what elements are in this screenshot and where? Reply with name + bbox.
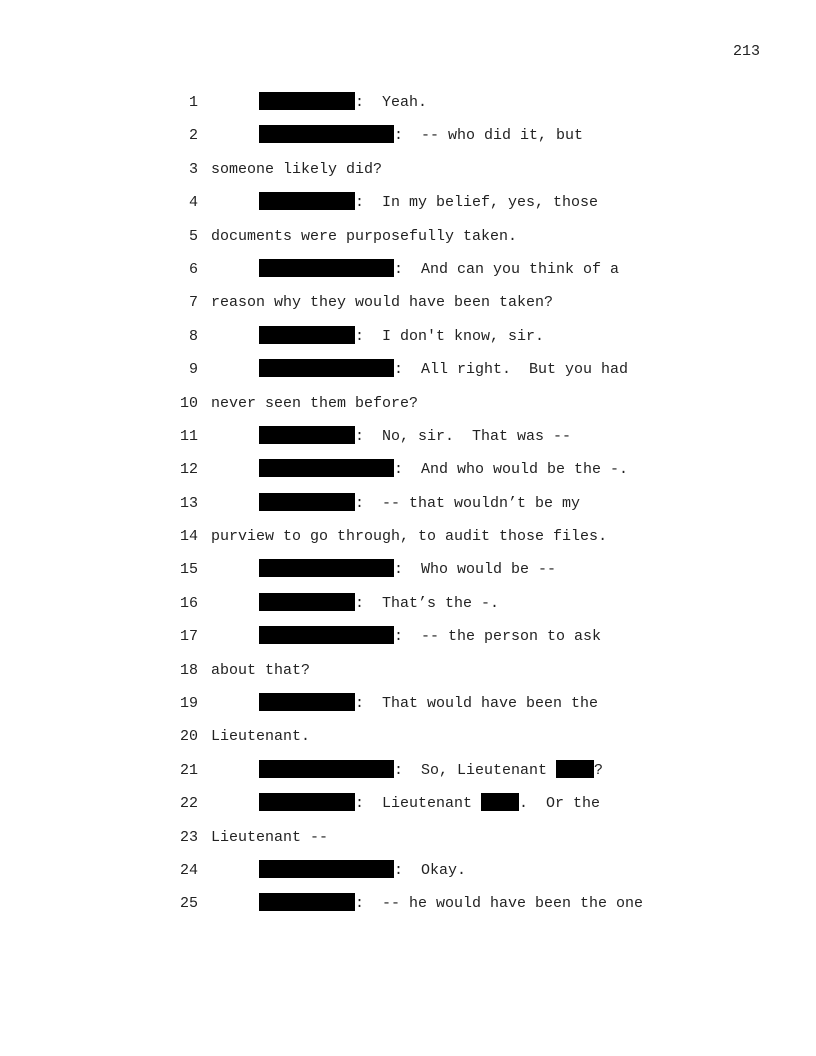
line-content: never seen them before? (211, 394, 419, 412)
line-text (211, 424, 571, 450)
line-number: 4 (188, 194, 198, 212)
line-text (211, 891, 643, 917)
line-content: : Who would be -- (394, 561, 557, 579)
speaker-redaction (259, 459, 394, 477)
line-text (211, 391, 418, 417)
transcript-line (0, 491, 816, 524)
line-number: 5 (188, 227, 198, 245)
line-content: purview to go through, to audit those files. (211, 528, 608, 546)
transcript-line (0, 257, 816, 290)
line-number: 15 (179, 561, 198, 579)
transcript-line (0, 457, 816, 490)
line-text (211, 557, 556, 583)
line-text (211, 224, 517, 250)
line-number: 9 (188, 361, 198, 379)
line-text (211, 791, 600, 817)
transcript-line (0, 357, 816, 390)
line-number: 25 (179, 895, 198, 913)
line-number: 24 (179, 861, 198, 879)
speaker-redaction (259, 92, 355, 110)
line-text (211, 491, 580, 517)
line-number: 11 (179, 427, 198, 445)
line-content: : No, sir. That was -- (355, 427, 572, 445)
line-number: 10 (179, 394, 198, 412)
speaker-redaction (259, 493, 355, 511)
line-content: : I don't know, sir. (355, 327, 545, 345)
line-text (211, 290, 553, 316)
line-content: : And who would be the -. (394, 461, 629, 479)
line-number: 21 (179, 761, 198, 779)
line-content: : And can you think of a (394, 260, 620, 278)
speaker-redaction (259, 426, 355, 444)
line-text (211, 825, 328, 851)
line-number: 8 (188, 327, 198, 345)
line-number: 19 (179, 695, 198, 713)
transcript-line (0, 391, 816, 424)
line-number: 20 (179, 728, 198, 746)
line-content: : In my belief, yes, those (355, 194, 599, 212)
transcript-line (0, 724, 816, 757)
line-text (211, 257, 619, 283)
line-number: 3 (188, 160, 198, 178)
transcript-line (0, 791, 816, 824)
line-text (211, 90, 427, 116)
transcript-body (0, 90, 816, 925)
transcript-line (0, 123, 816, 156)
line-number: 23 (179, 828, 198, 846)
line-number: 13 (179, 494, 198, 512)
transcript-line (0, 524, 816, 557)
line-text (211, 758, 603, 784)
speaker-redaction (259, 192, 355, 210)
line-content: : Okay. (394, 861, 467, 879)
line-number: 18 (179, 661, 198, 679)
speaker-redaction (259, 693, 355, 711)
line-content: Lieutenant. (211, 728, 311, 746)
transcript-line (0, 157, 816, 190)
line-text (211, 324, 544, 350)
speaker-redaction (259, 893, 355, 911)
line-text (211, 457, 628, 483)
transcript-line (0, 624, 816, 657)
speaker-redaction (259, 359, 394, 377)
speaker-redaction (259, 626, 394, 644)
line-content: : That would have been the (355, 695, 599, 713)
line-number: 17 (179, 628, 198, 646)
name-redaction (481, 793, 519, 811)
line-content: Lieutenant -- (211, 828, 329, 846)
line-content: : Lieutenant (355, 795, 482, 813)
line-number: 16 (179, 594, 198, 612)
line-number: 6 (188, 260, 198, 278)
line-text (211, 591, 499, 617)
line-text (211, 724, 310, 750)
page-number: 213 (733, 43, 761, 60)
line-text (211, 190, 598, 216)
transcript-line (0, 224, 816, 257)
transcript-line (0, 90, 816, 123)
line-text (211, 658, 310, 684)
transcript-line (0, 891, 816, 924)
line-number: 2 (188, 127, 198, 145)
name-redaction (556, 760, 594, 778)
line-text (211, 157, 382, 183)
speaker-redaction (259, 760, 394, 778)
line-text (211, 624, 601, 650)
speaker-redaction (259, 259, 394, 277)
transcript-line (0, 324, 816, 357)
speaker-redaction (259, 793, 355, 811)
line-content: : All right. But you had (394, 361, 629, 379)
line-content-after: ? (594, 761, 604, 779)
line-number: 1 (188, 94, 198, 111)
transcript-line (0, 190, 816, 223)
line-number: 14 (179, 528, 198, 546)
transcript-line (0, 658, 816, 691)
speaker-redaction (259, 559, 394, 577)
transcript-line (0, 290, 816, 323)
transcript-line (0, 691, 816, 724)
line-content: reason why they would have been taken? (211, 294, 554, 312)
speaker-redaction (259, 326, 355, 344)
transcript-line (0, 557, 816, 590)
speaker-redaction (259, 860, 394, 878)
transcript-line (0, 591, 816, 624)
line-content: : -- who did it, but (394, 127, 584, 145)
line-content: : -- that wouldn’t be my (355, 494, 581, 512)
transcript-line (0, 825, 816, 858)
line-content: : -- he would have been the one (355, 895, 644, 913)
transcript-line (0, 758, 816, 791)
transcript-line (0, 424, 816, 457)
line-content: documents were purposefully taken. (211, 227, 518, 245)
line-text (211, 123, 583, 149)
line-content: : That’s the -. (355, 594, 500, 612)
speaker-redaction (259, 125, 394, 143)
line-number: 12 (179, 461, 198, 479)
line-number: 22 (179, 795, 198, 813)
transcript-line (0, 858, 816, 891)
line-content: : Yeah. (355, 94, 428, 111)
line-text (211, 858, 466, 884)
line-text (211, 524, 607, 550)
line-number: 7 (188, 294, 198, 312)
line-content: : -- the person to ask (394, 628, 602, 646)
line-content-after: . Or the (519, 795, 601, 813)
line-content: someone likely did? (211, 160, 383, 178)
line-text (211, 357, 628, 383)
line-text (211, 691, 598, 717)
speaker-redaction (259, 593, 355, 611)
line-content: : So, Lieutenant (394, 761, 557, 779)
line-content: about that? (211, 661, 311, 679)
